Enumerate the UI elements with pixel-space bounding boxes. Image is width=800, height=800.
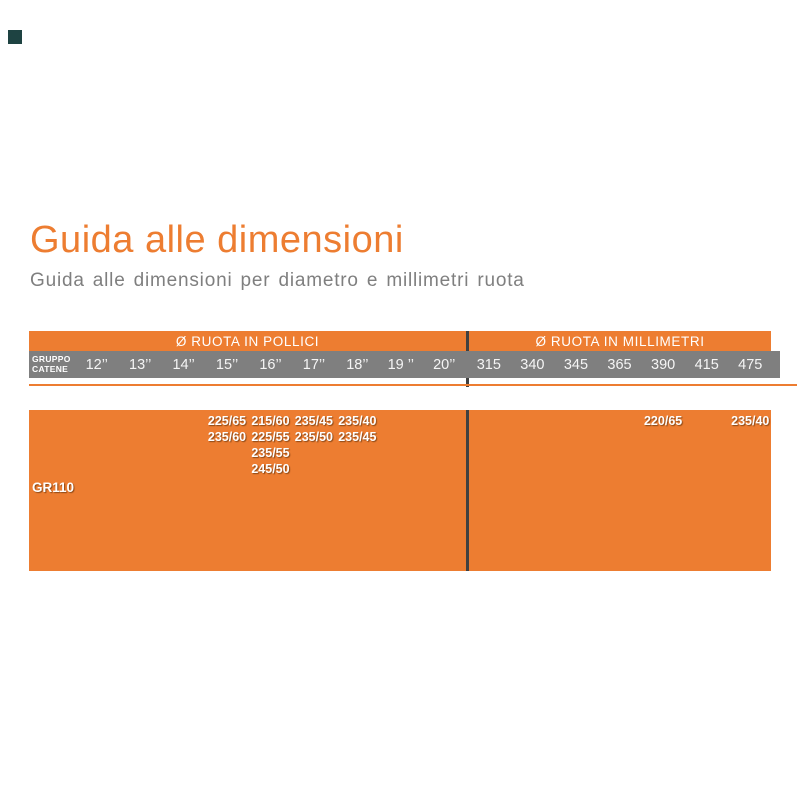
values-20in <box>423 413 466 477</box>
tire-size: 235/55 <box>251 446 290 460</box>
tire-size: 215/60 <box>251 414 290 428</box>
col-header-315: 315 <box>476 356 501 373</box>
values-345 <box>554 413 598 429</box>
values-315 <box>467 413 511 429</box>
tire-size: 225/55 <box>251 430 290 444</box>
col-header-15in: 15’’ <box>215 356 239 373</box>
logo-mark <box>8 30 22 44</box>
col-header-390: 390 <box>651 356 676 373</box>
col-header-19in: 19 ’’ <box>387 356 414 373</box>
values-475 <box>728 413 772 429</box>
section-title-inches: Ø RUOTA IN POLLICI <box>175 333 320 349</box>
tire-size: 235/50 <box>294 430 334 444</box>
values-365 <box>598 413 642 429</box>
values-16in <box>249 413 292 477</box>
body-vertical-divider <box>466 410 469 571</box>
section-title-mm: Ø RUOTA IN MILLIMETRI <box>535 333 705 349</box>
col-header-14in: 14’’ <box>172 356 195 373</box>
values-19in <box>379 413 422 477</box>
col-header-18in: 18’’ <box>346 356 369 373</box>
table-row <box>29 410 771 571</box>
col-header-340: 340 <box>520 356 545 373</box>
values-340 <box>511 413 555 429</box>
tire-size: 235/40 <box>731 414 770 428</box>
values-15in <box>205 413 248 477</box>
col-header-415: 415 <box>694 356 719 373</box>
column-header-bar <box>29 351 780 378</box>
tire-size: 235/60 <box>207 430 247 444</box>
values-415 <box>685 413 729 429</box>
col-header-12in: 12’’ <box>85 356 108 373</box>
col-header-13in: 13’’ <box>129 356 152 373</box>
col-header-20in: 20’’ <box>433 356 456 373</box>
tire-size: 235/45 <box>294 414 334 428</box>
inch-column-headers <box>75 351 466 378</box>
page-title: Guida alle dimensioni <box>30 219 404 261</box>
values-13in <box>118 413 161 477</box>
values-390 <box>641 413 685 429</box>
values-12in <box>75 413 118 477</box>
col-header-365: 365 <box>607 356 632 373</box>
mm-values-row <box>467 413 772 429</box>
group-header-line1: GRUPPO <box>32 354 71 364</box>
inch-values-row <box>75 413 466 477</box>
col-header-17in: 17’’ <box>302 356 326 373</box>
page-subtitle: Guida alle dimensioni per diametro e millimetri ruota <box>30 270 525 291</box>
orange-rule <box>29 384 797 386</box>
tire-size: 245/50 <box>251 462 290 476</box>
col-header-345: 345 <box>563 356 589 373</box>
tire-size: 220/65 <box>643 414 683 428</box>
col-header-16in: 16’’ <box>259 356 282 373</box>
group-name-label: GR110 <box>32 480 75 495</box>
mm-column-headers <box>467 351 772 378</box>
values-17in <box>292 413 335 477</box>
tire-size: 235/45 <box>338 430 377 444</box>
values-14in <box>162 413 205 477</box>
col-header-475: 475 <box>738 356 763 373</box>
section-header-mm <box>469 331 771 351</box>
tire-size: 225/65 <box>207 414 247 428</box>
group-column-header <box>32 355 71 374</box>
section-header-inches <box>29 331 466 351</box>
values-18in <box>336 413 379 477</box>
tire-size: 235/40 <box>338 414 377 428</box>
group-header-line2: CATENE <box>32 363 69 374</box>
